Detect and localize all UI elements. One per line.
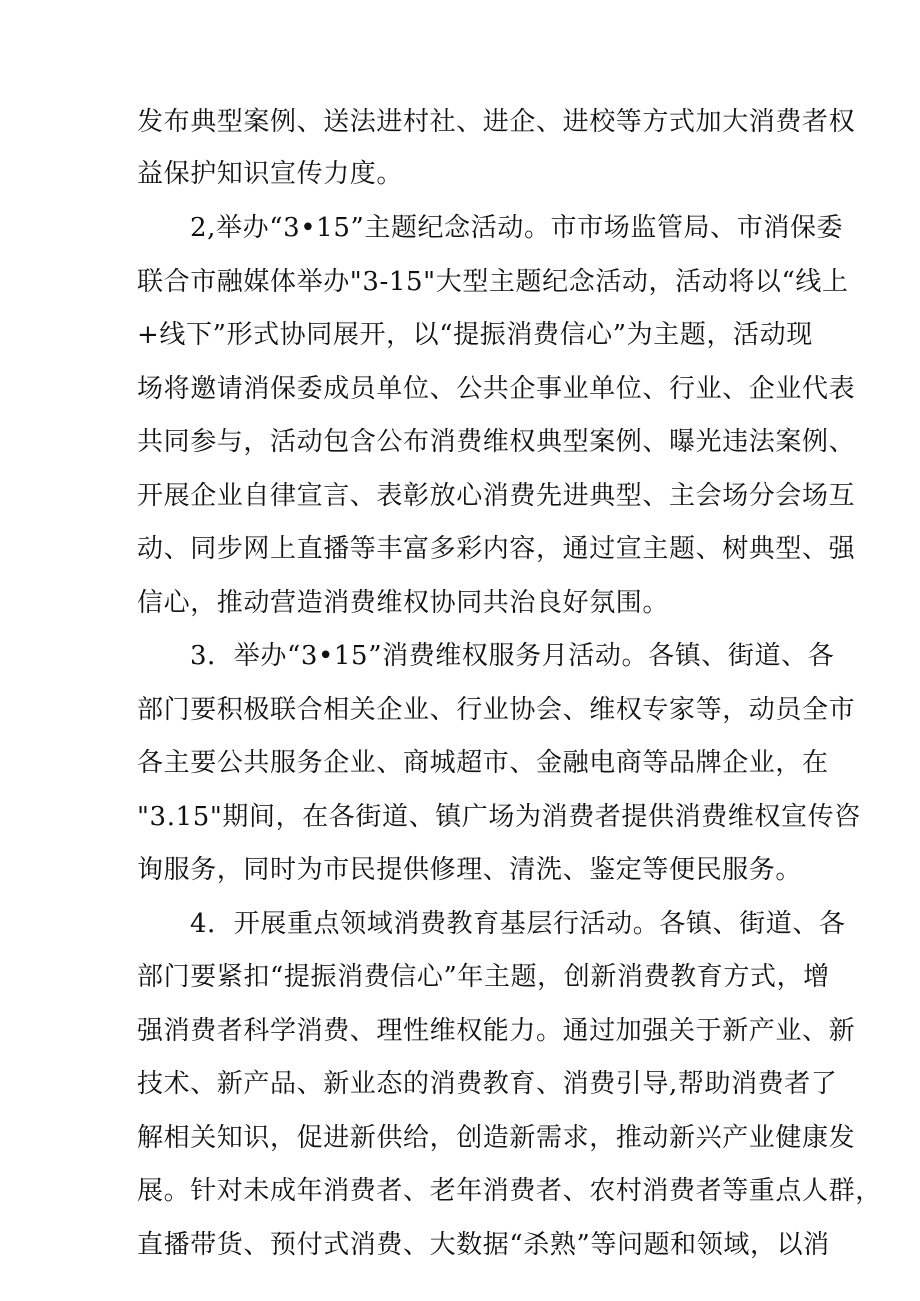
paragraph-4-heading-line: 4．开展重点领域消费教育基层行活动。各镇、街道、各 [190,909,846,939]
text-line: 发布典型案例、送法进村社、进企、进校等方式加大消费者权 [137,107,856,137]
text-line: 询服务，同时为市民提供修理、清洗、鉴定等便民服务。 [137,855,803,885]
text-line: "3.15"期间，在各街道、镇广场为消费者提供消费维权宣传咨 [137,802,861,832]
text-line: 技术、新产品、新业态的消费教育、消费引导,帮助消费者了 [137,1069,838,1099]
text-line: 展。针对未成年消费者、老年消费者、农村消费者等重点人群， [137,1176,882,1206]
text-line: 开展企业自律宣言、表彰放心消费先进典型、主会场分会场互 [137,481,856,511]
text-line: 强消费者科学消费、理性维权能力。通过加强关于新产业、新 [137,1016,856,1046]
text-line: 联合市融媒体举办"3-15"大型主题纪念活动，活动将以“线上 [137,267,849,297]
text-line: 各主要公共服务企业、商城超市、金融电商等品牌企业，在 [137,748,829,778]
text-line: 部门要积极联合相关企业、行业协会、维权专家等，动员全市 [137,695,856,725]
text-line: 动、同步网上直播等丰富多彩内容，通过宣主题、树典型、强 [137,534,856,564]
text-line: 信心，推动营造消费维权协同共治良好氛围。 [137,588,670,618]
paragraph-2-heading-line: 2,举办“3•15”主题纪念活动。市市场监管局、市消保委 [190,213,844,243]
text-line: 部门要紧扣“提振消费信心”年主题，创新消费教育方式，增 [137,962,830,992]
text-line: +线下”形式协同展开，以“提振消费信心”为主题，活动现 [137,320,813,350]
text-line: 场将邀请消保委成员单位、公共企事业单位、行业、企业代表 [137,374,856,404]
text-line: 共同参与，活动包含公布消费维权典型案例、曝光违法案例、 [137,427,856,457]
paragraph-3-heading-line: 3．举办“3•15”消费维权服务月活动。各镇、街道、各 [190,641,835,671]
text-line: 益保护知识宣传力度。 [137,159,404,189]
text-line: 直播带货、预付式消费、大数据“杀熟”等问题和领域，以消 [137,1230,830,1260]
text-line: 解相关知识，促进新供给，创造新需求，推动新兴产业健康发 [137,1123,856,1153]
